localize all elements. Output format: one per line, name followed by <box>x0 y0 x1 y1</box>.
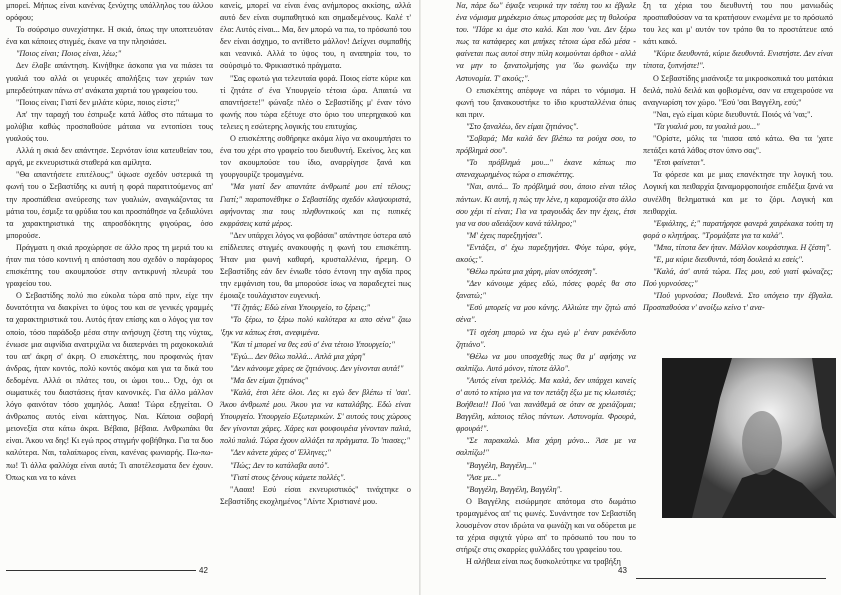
paragraph: Ο Βαγγέλης εισώρμησε απότομα στο δωμάτιο τρομαγμένος απ' τις φωνές. Συνάντησε τον Σεβαστίδη λουσμένον στον ιδρώτα να φωνάζη και να οδύρεται με τα χέρια σφιχτά γύρω απ' το πρόσωπό του που το στήριζε στις σκαρρίες φυλλάδες του γραφείου του. <box>456 496 636 555</box>
footer-rule <box>6 570 196 571</box>
paragraph: Η αλήθεια είναι πως δυσκολεύτηκε να τραβήξη <box>466 557 621 567</box>
paragraph: "Μπα, τίποτα δεν ήταν. Μάλλον κουράστηκα. Η ζέστη". <box>653 242 832 252</box>
paragraph: "Σοβαρά; Μα καλά δεν βλέπω τα ρούχα σου, το πρόβλημά σου". <box>456 134 636 156</box>
paragraph: "Μ' έχεις παρεξηγήσει". <box>466 230 543 240</box>
paragraph: "Ετσι φαίνεται". <box>653 158 706 168</box>
paragraph: "Καλά, έτσι λέτε όλοι. Λες κι εγώ δεν βλέπω τί 'σαι'. Άκου άνθρωπέ μου. Άκου για να καταλάβης. Εδώ είναι Υπουργείο. Υπουργείο Εξωτερικών. Σ' αυτούς τους χώρους δεν γίνονται χάρες. Χάρες και φουφουρέια γίνονταν παλιά, πολύ παλιά. Τώρα έχουν αλλάξει τα πράγματα. Το 'πιασες;" <box>220 388 411 446</box>
paragraph: "Σε παρακαλώ. Μια χάρη μόνο... Άσε με να σαλπίζω!" <box>456 436 636 458</box>
paragraph: "Καλά, άσ' αυτά τώρα. Πες μου, εσύ γιατί φώναζες; Πού γυρνούσες;" <box>643 267 833 289</box>
paragraph: "Μα γιατί δεν απαντάτε άνθρωπέ μου επί τέλους; Γιατί;" παραπονέθηκε ο Σεβαστίδης σχεδόν κλαψουριστά, αφήνοντας πια τους πληθυντικούς και τις τυπικές εκφράσεις κατά μέρος. <box>220 182 411 228</box>
paragraph: "Σας εφωτώ για τελευταία φορά. Ποιος είστε κύριε και τί ζητάτε σ' ένα Υπουργείο τέτοια ώρα. Απαιτώ να απαντήσετε!" φώναξε πλέο ο Σεβαστίδης μ' έναν τόνο φωνής που τώρα εξέτυχε στο όριο του υπερηχακού και τελειες η εσώτερης λογικής του επιτυχίας. <box>220 73 411 131</box>
paragraph: "Το ξέρω, το ξέρω πολύ καλύτερα κι απο σένα" ζαω 'ξηκ να κάπως έτσι, ανεφιμένα. <box>220 315 411 337</box>
paragraph: Δεν έλαβε απάντηση. Κινήθηκε άσκοπα για να πιάσει τα γυαλιά του αλλά οι γευρικές απολήξεις των χεριών των μπερδεύτηκαν πάνω στ' ανάκατα χαρτιά του γραφείου του. <box>6 61 213 95</box>
paragraph: "Δεν κάνουμε χάρες σε ζητιάνους. Δεν γίνονται αυτά!" <box>230 363 404 373</box>
paragraph: "Ποιος είναι; Γιατί δεν μιλάτε κύριε, ποιος είστε;" <box>16 97 180 107</box>
paragraph: Ο επισκέπτης απέφυγε να πάρει το νόμισμα. Η φωνή του ξανακουστήκε το ίδιο κρυσταλλένια όπως και πριν. <box>456 85 636 119</box>
photograph <box>662 358 836 518</box>
page-number: 42 <box>199 566 208 575</box>
paragraph: "Δεν κάνουμε χάρες εδώ, πόσες φορές θα στο ξανατώ;" <box>456 279 636 301</box>
paragraph: "Τί σχέση μπορώ να έχω εγώ μ' έναν ρακένδυτο ζητιάνο". <box>456 327 636 349</box>
paragraph: "Ναι, αυτό... Το πρόβλημά σου, όποιο είναι τέλος πάντων. Κι αυτή, η πώς την λένε, η καραμούζα στο άλλο σου χέρι τί είναι; Για να τραγουδάς δεν την έχεις, έτσι για να σου αδειάζουν κανά τάλληρο;" <box>456 182 637 228</box>
paragraph: "Γιατί στους ξένους κάμετε πολλές". <box>230 472 346 482</box>
paragraph: "Δεν κάνετε χάρες σ' Έλληνες;" <box>230 448 331 458</box>
paragraph: "Θέλω πρώτα μια χάρη, μίαν υπόσχεση". <box>466 267 598 277</box>
paragraph: "Δεν υπάρχει λόγος να φοβάσαι" απάντησε ύστερα από επίδλειπες στιγμές ανακουφής η φωνή του επισκέπτη. Ήταν μια φωνή καθαρή, κρυσταλλένια, ήρεμη. Ο Σεβαστίδης εάν δεν ένιωθε τόσο έντονη την αγδία προς την εμφάνιση του, θα μπορούσε ίσως να παραδεχτεί πως έμοιαζε τουλάχιστον ευγενική. <box>220 230 411 301</box>
right-page-column-1 <box>456 0 637 567</box>
paragraph: "Τί ζητάς; Εδώ είναι Υπουργείο, το ξέρεις;" <box>230 303 371 313</box>
paragraph: "Κύριε διευθυντά, κύριε διευθυντά. Ενιστήστε. Δεν είναι τίποτα, ξυπνήστε!". <box>643 49 833 71</box>
paragraph: "Θα απαντήσετε επιτέλους;" ύψωσε σχεδόν υστερικά τη φωνή του ο Σεβαστίδης κι αυτή η φορά παρατιτούμενος απ' την προσπάθεια ανεύρεσης των γυαλιών, αναγκάζοντας τα μάτια του, έσμιξε τα φρύδια του και προσπάθησε να ξεδιαλύνει τα χαρακτηριστικά της απροσδόκητης φιγούρας, όσο μπορούσε. <box>6 170 213 240</box>
paragraph: Απ' την ταραχή του έσπρωξε κατά λάθος στο πάτωμα το μολύβια καθώς προσπαθούσε μάταια να εντοπίσει τους γυαλούς του. <box>6 109 213 144</box>
paragraph: "Αυτός είναι τρελλός. Μα καλά, δεν υπάρχει κανείς σ' αυτό το κτίριο για να τον πετάξη έξω με τις κλωτσιές; Βοήθεια!! Πού 'ναι πανάθεμά σε όταν σε χρειάζομαι; Βαγγέλη, κάποιος τέλος πάντων. Αστυνομία. Φρουρά, φρουρά!". <box>456 375 636 434</box>
left-page <box>0 0 418 595</box>
paragraph: "Το πρόβλημά μου..." έκανε κάπως πιο σπεναχωρημένος τώρα ο επισκέπτης. <box>456 158 636 180</box>
paragraph: κανείς, μπορεί να είναι ένας ανήμπορος ακκίσης, αλλά αυτό δεν είναι συμπαθητικό και σημαδεμένους. Καλέ τ' έλα: Αυτός είναι... Μα, δεν μπορώ να πω, το πρόσωπό του δεν είναι άσχημο, το αντίθετο μάλλον! Δείχνει συμπαθής και νεανικό. Αλλά το ύψος του, η αναπηρία του, το σούρσιμό το. Φρικιαστικό πράγματα. <box>220 1 411 71</box>
paragraph: Ο Σεβαστίδης μισάνοιξε τα μικροσκοπικά του ματάκια δειλά, πολύ δειλά και φοβισμένα, σαν να επιχειρούσε να αναγνωρίση τον χώρο. "Εσύ 'σαι Βαγγέλη, εσύ;" <box>643 73 833 107</box>
paragraph: "Ορίστε, μόλις τα 'πιασα από κάτω. Θα τα 'χατε πετάξει κατά λάθος στον ύπνο σας". <box>643 134 833 156</box>
paragraph: Το σούρσιμο συνεχίστηκε. Η σκιά, όπως την υποπτευόταν ένα και κάποιες στιγμές, έκανε να την πλησιάσει. <box>6 25 213 47</box>
book-gutter <box>419 0 421 595</box>
photo-illustration <box>662 358 836 518</box>
paragraph: "Πώς; Δεν το κατάλαβα αυτό". <box>230 460 330 470</box>
footer-rule <box>636 578 826 579</box>
paragraph: "Πού γυρνούσα; Πουθενά. Στο υπόγειο την έβγαλα. Προσπαθούσα ν' ανοίξω κείνο τ' ανα- <box>643 291 833 313</box>
paragraph: Ο επισκέπτης σοθήρηκε ακόμα λίγο να ακουμπήσει το ένα του χέρι στο γραφείο του διευθυντή. Εκείνος, λες και τον ακουμπούσε του ίδιο, αναρρίγησε ξανά και γουργουρίζε τρομαγμένα. <box>220 134 411 180</box>
left-page-column-1 <box>6 0 213 560</box>
paragraph: "Εντάξει, σ' έχω παρεξηγήσει. Φύγε τώρα, φύγε, ακούς;". <box>456 242 636 264</box>
paragraph: μπορεί. Μήπως είναι κανένας ξενύχτης υπάλληλος του άλλου ορόφου; <box>6 1 213 23</box>
paragraph: "Εφιάλτης, έ;" παρατήρησε φανερά χαιρέκακα τούτη τη φορά ο κλητήρας. "Τρομάξατε για τα καλά". <box>643 218 833 240</box>
right-page-column-2 <box>643 0 833 320</box>
paragraph: Πράγματι η σκιά προχώρησε σε άλλο προς τη μεριά του κι ήταν πια τόσο κοντινή η απόσταση που σχεδόν ο παράφορος επισκέπτης του ακουμπούσε στην αντικρυνή πλευρά του γραφείου του. <box>6 242 213 289</box>
paragraph: Τα φόρεσε και με μιας επανέκτησε την λογική του. Λογική και πειθαρχία ξαναμορφοποιήσε επιδέξια ξανά να συνέλθη θεληματικά και με το ζόρι. Λογική και πειθαρχία. <box>643 170 833 216</box>
paragraph: "Ποιος είναι; Ποιος είναι, λέω;" <box>16 49 122 59</box>
paragraph: "Βαγγέλη, Βαγγέλη..." <box>466 460 536 470</box>
paragraph: "Άσε με..." <box>466 472 501 482</box>
paragraph: "Μα δεν είμαι ζητιάνος" <box>230 375 309 385</box>
paragraph: ξη τα χέρια του διευθυντή του που μανιωδώς προσπαθούσαν να τα κρατήσουν ενωμένα με το πρόσωπό του λες και μ' αυτόν τον τρόπο θα το προστάτευε από κάτι κακό. <box>643 1 833 47</box>
paragraph: "Και τί μπορεί να θες εσύ σ' ένα τέτοιο Υπουργείο;" <box>230 339 395 349</box>
paragraph: "Εγώ... Δεν θέλω πολλά... Απλά μια χάρη" <box>230 351 366 361</box>
paragraph: "Εσύ μπορείς να μου κάνης. Αλλιώτε την ζητώ από σένα". <box>456 303 636 325</box>
page-number: 43 <box>618 566 627 575</box>
paragraph: Αλλά η σκιά δεν απάντησε. Σερνόταν ίσια κατευθείαν του, αργά, με εκνευριστικά σταθερά και αμίλητα. <box>6 146 213 168</box>
paragraph: "Βαγγέλη, Βαγγέλη, Βαγγέλη". <box>466 484 563 494</box>
paragraph: "Θέλω να μου υποσχεθής πως θα μ' αφήσης να σαλπίζω. Αυτό μόνον, τίποτε άλλο". <box>456 351 636 373</box>
paragraph: "Ε, μα κύριε διευθυντά, τόση δουλειά κι εσείς". <box>653 254 804 264</box>
paragraph: Να, πάρε δω" έψαξε νευρικά την τσέπη του κι έβγαλε ένα νόμισμα μηρέκεριο όπως μπορούσε μες τη θολούρα του. "Πάρε κι άμε στο καλό. Και που 'ναι. Δεν ξέρω πως τα κατάφερες και μπήκες τέτοια ώρα εδώ μέσα - φαίνεται πως αυτοί στην πύλη κοιμούνται όρθιοι - αλλά να μην το ξανατολμήσης για 'δω φωνάξω την Αστυνομία. Τ' ακούς;". <box>456 1 636 83</box>
left-page-column-2 <box>220 0 411 560</box>
paragraph: "Ναι, εγώ είμαι κύριε διευθυντά. Ποιός νά 'ναι;". <box>653 109 813 119</box>
paragraph: "Τα γυαλιά μου, τα γυαλιά μου..." <box>653 121 760 131</box>
paragraph: "Αααα! Εσύ είσαι εκνευριστικός" τινάχτηκε ο Σεβαστίδης εκοχλημένος "Λίντε Χριστιανέ μου. <box>220 484 411 506</box>
paragraph: "Στο ξαναλέω, δεν είμαι ζητιάνος". <box>466 121 579 131</box>
right-page <box>422 0 841 595</box>
paragraph: Ο Σεβαστίδης πολύ πιο εύκολα τώρα από πριν, είχε την δυνατότητα να διακρίνει το ύψος του και σε γενικές γραμμές τα χαρακτηριστικά του. Αυτός ήταν επίσης και ο λόγος για τον οποίο, τόσο παράδοξο μέσα στην ανήσυχη ζέστη της νύχτας, ένιωσε μια αιφνίδια ανατριχίλα να διαπερνάει τη ραχοκοκαλιά του απ' άκρη σ' άκρη. Ο επισκέπτης, που προφανώς ήταν άνδρας, ήταν κοντός, πολύ κοντός ακόμα και για τα δικά του δεδομένα. Αλλά οι πλάτες του, οι ώμοι του... Όχι, όχι οι σωματικές του διαστάσεις ήταν κανονικές. Για άλλο μάλλον λόγο φαινόταν τόσο χαμηλός. Αααα! Τώρα εξηγείται. Ο άνθρωπος αυτός είναι κάπτηγος. Ναι. Κάποια σοβαρή μειονεξία στα κάτω άκρα. Βέβαια, βέβαια. Ανθρωπάκι θα είναι. Άκου να δης! Κι εγώ προς στιγμήν φοβήθηκα. Για τα δυο καλύτερα. Ναι, ταλαίπωρος είναι, κανένας φωνιαρής. Πω-πω-πω! Τι άλλα φαλλύχα είναι αυτά; Τι αποτέλεσματα δεν έχουν. Όπως και να το κάνει <box>6 291 213 482</box>
